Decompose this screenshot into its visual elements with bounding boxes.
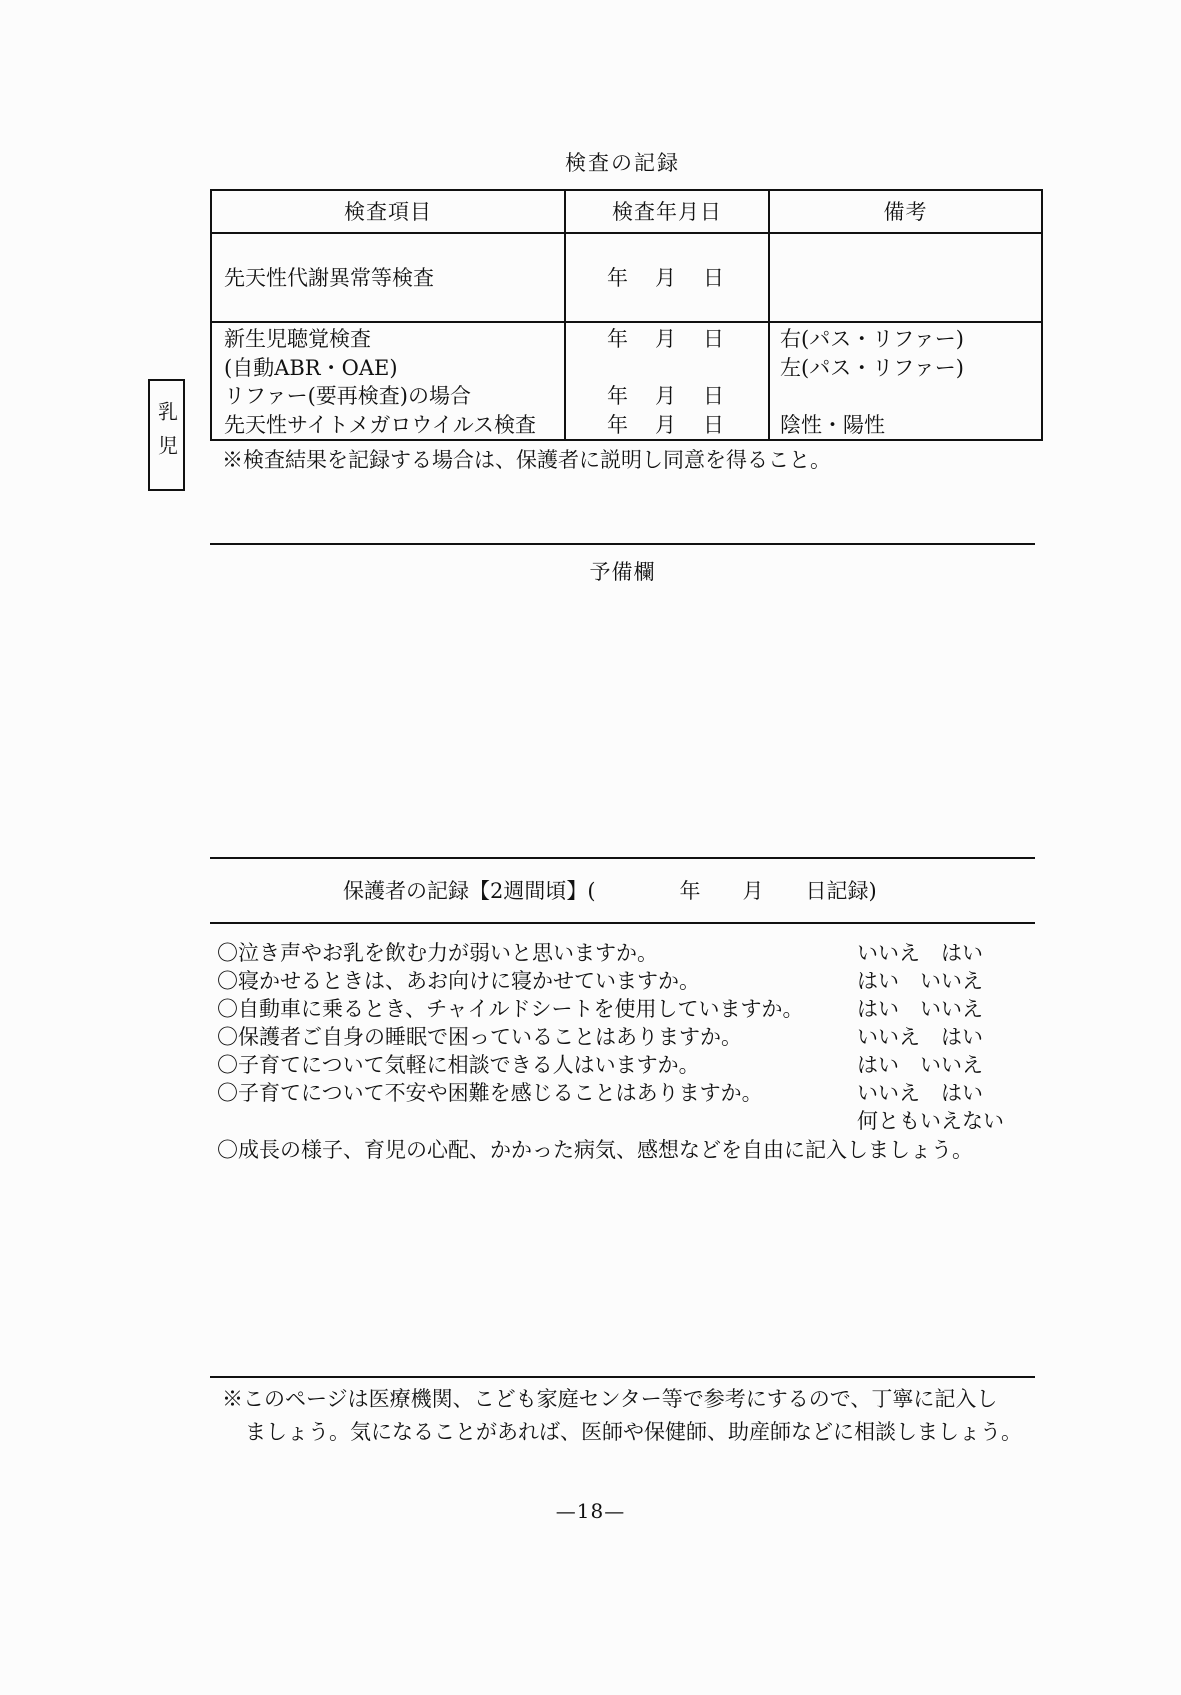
consent-footnote: ※検査結果を記録する場合は、保護者に説明し同意を得ること。 [222,448,831,472]
guardian-section-top-divider [210,857,1035,859]
cmv-test-label: 先天性サイトメガロウイルス検査 [224,412,537,437]
exam-table-row-hearing-cmv [211,322,1042,440]
hearing-left-result-label: 左(パス・リファー) [780,355,964,380]
refer-retest-label: リファー(要再検査)の場合 [224,384,471,408]
answer-consult-someone: はい いいえ [857,1053,983,1077]
free-entry-row [0,1136,1181,1164]
hearing-cmv-note-cell [769,322,1042,440]
note-spacer [780,382,1041,411]
exam-table-header-item: 検査項目 [211,190,565,233]
footer-note-line2: ましょう。気になることがあれば、医師や保健師、助産師などに相談しましょう。 [245,1420,1022,1444]
question-row [0,995,1181,1023]
guardian-section-header-divider [210,922,1035,924]
hearing-test-date-spacer [566,354,768,383]
hearing-test-label: 新生児聴覚検査 [224,327,371,351]
hearing-test-date-field: 年 月 日 [607,327,727,351]
free-entry-prompt: 〇成長の様子、育児の心配、かかった病気、感想などを自由に記入しましょう。 [217,1138,973,1162]
exam-record-title: 検査の記録 [565,151,680,175]
exam-table-header-note: 備考 [769,190,1042,233]
answer-child-seat: はい いいえ [857,997,983,1021]
guardian-section-title: 保護者の記録【2週間頃】( 年 月 日記録) [343,879,877,903]
cmv-result-label: 陰性・陽性 [780,412,885,437]
question-row [0,967,1181,995]
question-row [0,1051,1181,1079]
infant-side-tab [148,379,185,491]
footer-divider [210,1376,1035,1378]
question-row [0,1107,1181,1135]
question-row [0,1079,1181,1107]
hearing-test-method-label: (自動ABR・OAE) [224,355,398,380]
question-row [0,1023,1181,1051]
footer-note-line1: ※このページは医療機関、こども家庭センター等で参考にするので、丁寧に記入し [222,1387,998,1411]
question-guardian-sleep: 〇保護者ご自身の睡眠で困っていることはありますか。 [217,1025,742,1049]
hearing-right-result-label: 右(パス・リファー) [780,327,964,351]
exam-record-table [210,189,1043,441]
reserve-section-title: 予備欄 [589,560,656,584]
page-number: —18— [555,1499,626,1523]
answer-crying-feeding: いいえ はい [857,941,983,965]
hearing-cmv-date-cell [565,322,769,440]
hearing-cmv-date-lines [566,323,768,439]
exam-table-header-row [211,190,1042,233]
question-consult-someone: 〇子育てについて気軽に相談できる人はいますか。 [217,1053,700,1077]
metabolic-test-date-field: 年 月 日 [565,233,769,322]
question-child-seat: 〇自動車に乗るとき、チャイルドシートを使用していますか。 [217,997,804,1021]
metabolic-test-note-field [769,233,1042,322]
infant-side-tab-label: 乳児 [154,401,179,469]
question-sleep-position: 〇寝かせるときは、あお向けに寝かせていますか。 [217,969,700,993]
answer-anxiety-difficulty: いいえ はい [857,1081,983,1105]
exam-table-header-date: 検査年月日 [565,190,769,233]
metabolic-test-label: 先天性代謝異常等検査 [211,233,565,322]
answer-sleep-position: はい いいえ [857,969,983,993]
hearing-cmv-item-lines [224,323,564,439]
cmv-test-date-field: 年 月 日 [607,412,727,437]
exam-table-row-metabolic [211,233,1042,322]
refer-retest-date-field: 年 月 日 [607,384,727,408]
hearing-cmv-note-lines [780,323,1041,439]
hearing-cmv-item-cell [211,322,565,440]
question-crying-feeding: 〇泣き声やお乳を飲む力が弱いと思いますか。 [217,941,658,965]
question-anxiety-difficulty: 〇子育てについて不安や困難を感じることはありますか。 [217,1081,763,1105]
reserve-section-divider [210,543,1035,545]
answer-guardian-sleep: いいえ はい [857,1025,983,1049]
question-row [0,939,1181,967]
answer-anxiety-difficulty-extra: 何ともいえない [857,1109,1004,1133]
